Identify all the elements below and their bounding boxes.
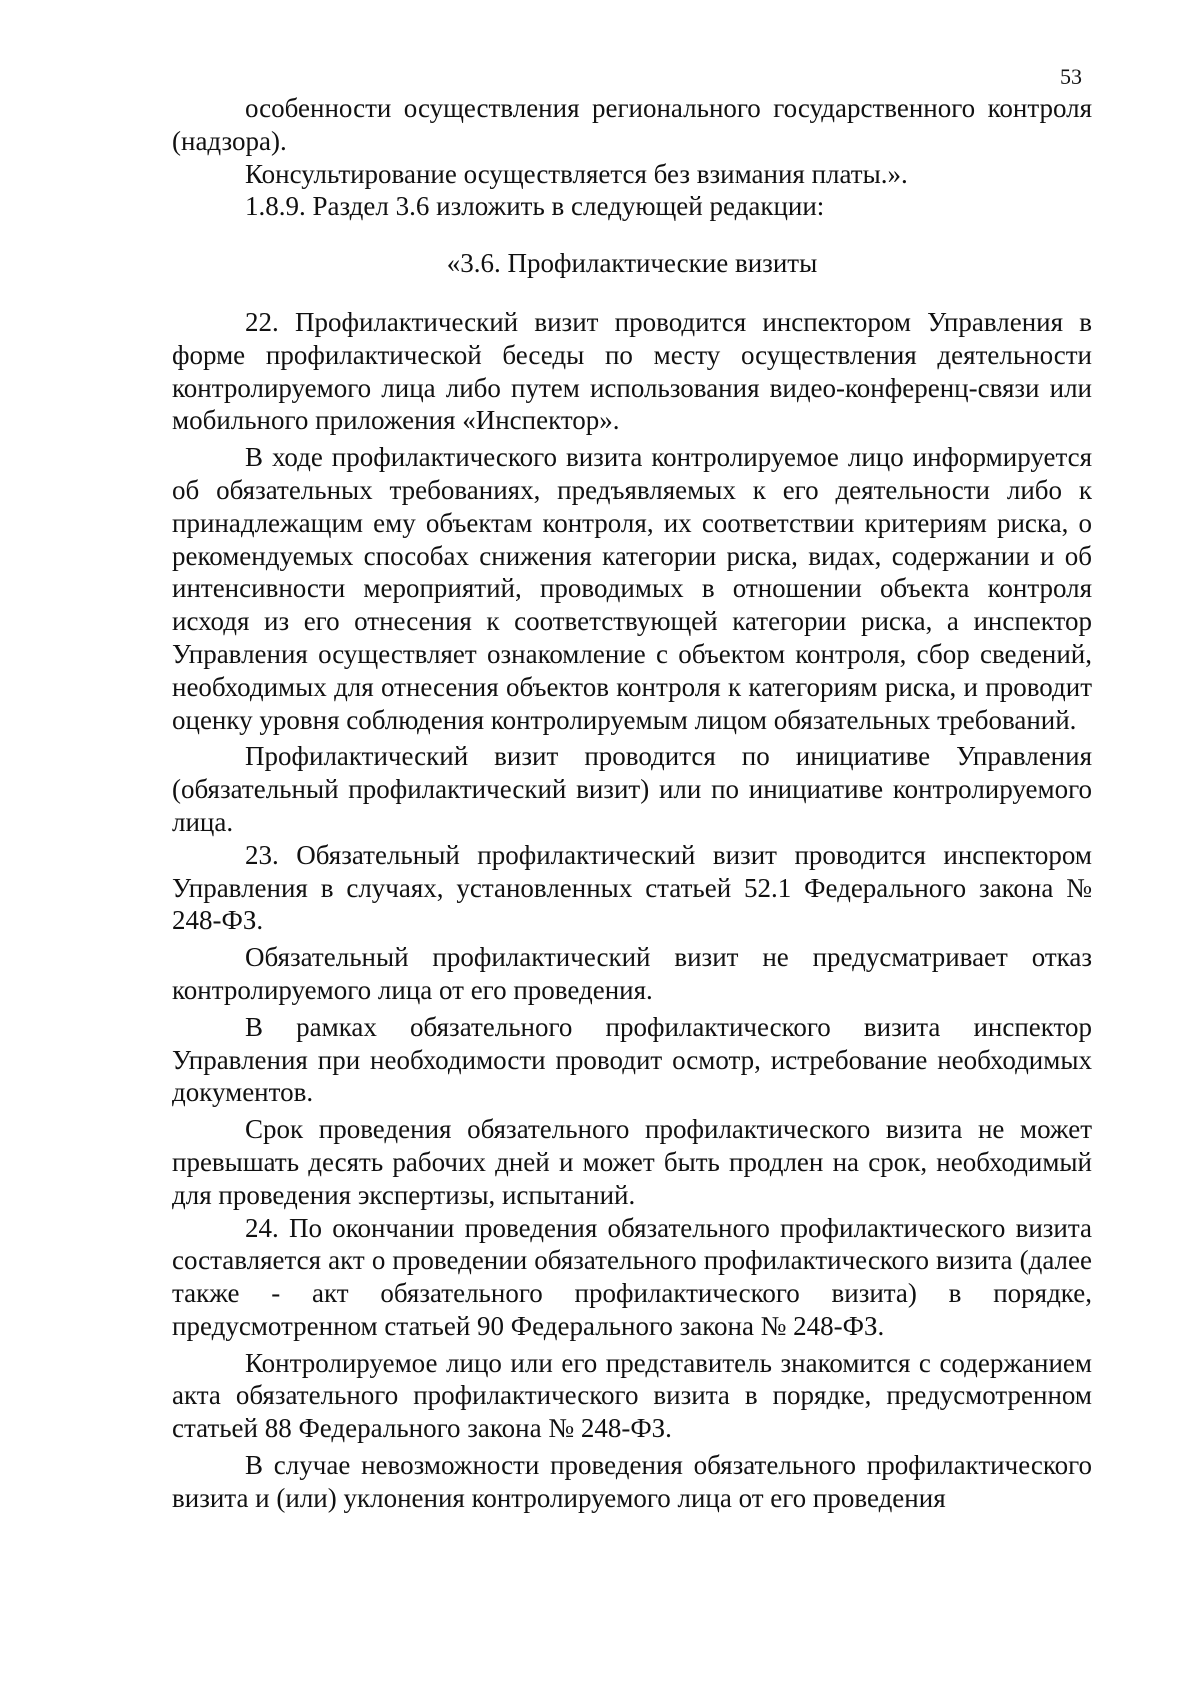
paragraph-22-initiative: Профилактический визит проводится по инициативе Управления (обязательный профилактический визит) или по инициативе контролируемого лица. <box>172 741 1092 837</box>
paragraph-24: 24. По окончании проведения обязательного профилактического визита составляется акт о проведении обязательного профилактического визита (далее также - акт обязательного профилактического визита) в порядке, предусмотренном статьей 90 Федерального закона № 248-ФЗ. <box>172 1212 1092 1341</box>
paragraph-intro-continuation: особенности осуществления регионального государственного контроля (надзора). <box>172 93 1092 156</box>
document-body <box>172 92 1092 1515</box>
paragraph-23-inspection: В рамках обязательного профилактического визита инспектор Управления при необходимости проводит осмотр, истребование необходимых документов. <box>172 1011 1092 1108</box>
paragraph-22-detail: В ходе профилактического визита контролируемое лицо информируется об обязательных требованиях, предъявляемых к его деятельности либо к принадлежащим ему объектам контроля, их соответствии критериям риска, о рекомендуемых способах снижения категории риска, видах, содержании и об интенсивности мероприятий, проводимых в отношении объекта контроля исходя из его отнесения к соответствующей категории риска, а инспектор Управления осуществляет ознакомление с объектом контроля, сбор сведений, необходимых для отнесения объектов контроля к категориям риска, и проводит оценку уровня соблюдения контролируемым лицом обязательных требований. <box>172 442 1092 735</box>
paragraph-23-no-refusal: Обязательный профилактический визит не предусматривает отказ контролируемого лица от его проведения. <box>172 942 1092 1005</box>
paragraph-23-term: Срок проведения обязательного профилактического визита не может превышать десять рабочих дней и может быть продлен на срок, необходимый для проведения экспертизы, испытаний. <box>172 1114 1092 1210</box>
paragraph-24-familiarize: Контролируемое лицо или его представитель знакомится с содержанием акта обязательного профилактического визита в порядке, предусмотренном статьей 88 Федерального закона № 248-ФЗ. <box>172 1347 1092 1444</box>
page-number: 53 <box>1060 64 1082 89</box>
paragraph-22: 22. Профилактический визит проводится инспектором Управления в форме профилактической беседы по месту осуществления деятельности контролируемого лица либо путем использования видео-конференц-связи или мобильного приложения «Инспектор». <box>172 306 1092 436</box>
paragraph-consultation-free: Консультирование осуществляется без взимания платы.». <box>245 158 908 189</box>
paragraph-24-impossible: В случае невозможности проведения обязательного профилактического визита и (или) уклонения контролируемого лица от его проведения <box>172 1450 1092 1513</box>
paragraph-amendment-1-8-9: 1.8.9. Раздел 3.6 изложить в следующей редакции: <box>245 191 825 222</box>
section-heading: «3.6. Профилактические визиты <box>446 248 818 279</box>
paragraph-23: 23. Обязательный профилактический визит проводится инспектором Управления в случаях, установленных статьей 52.1 Федерального закона № 248-ФЗ. <box>172 839 1092 936</box>
